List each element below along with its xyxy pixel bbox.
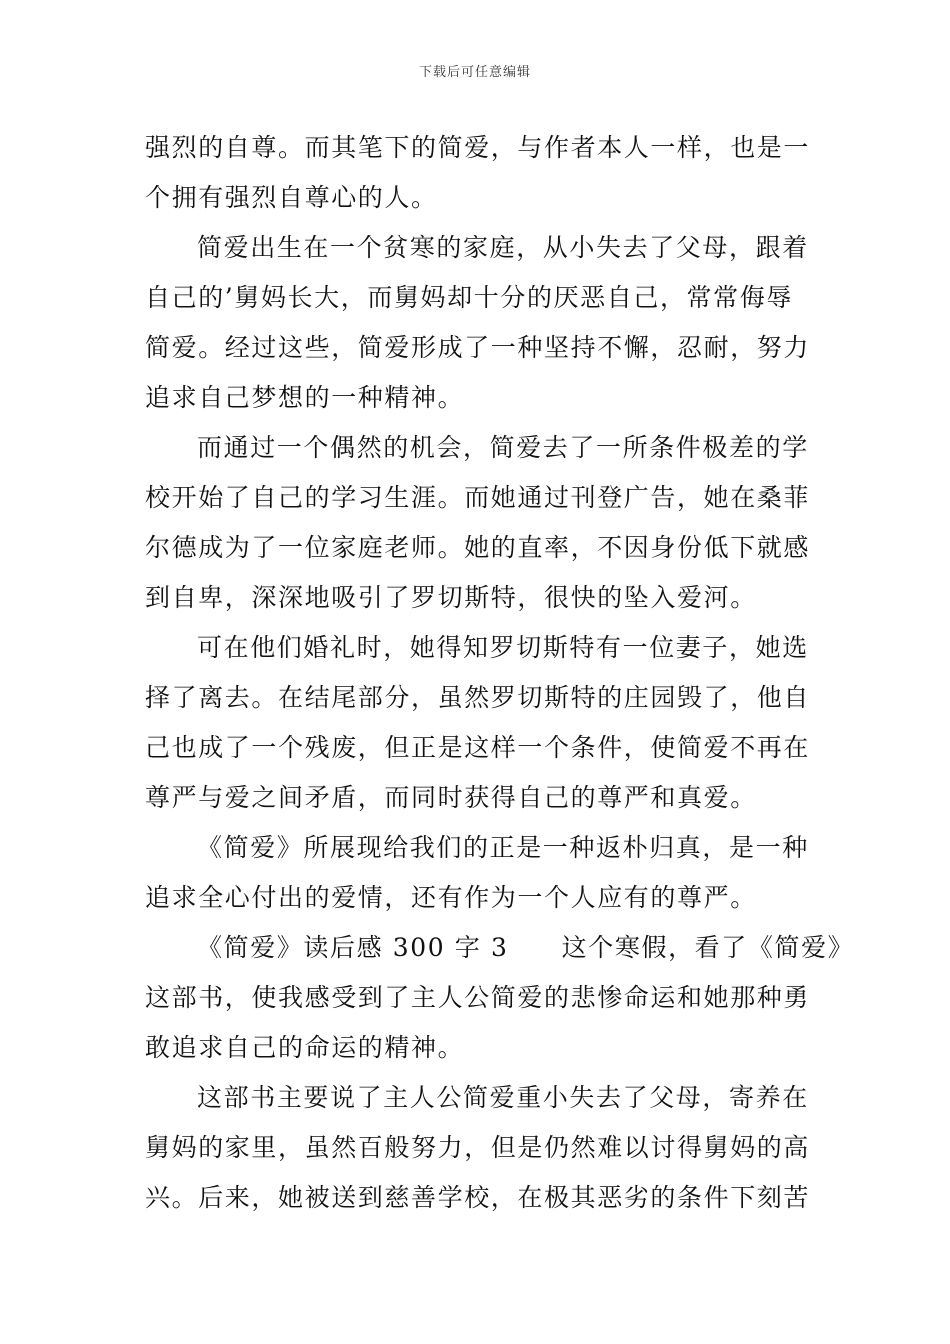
text-line: 尔德成为了一位家庭老师。她的直率，不因身份低下就感	[145, 533, 811, 562]
text-line: 校开始了自己的学习生涯。而她通过刊登广告，她在桑菲	[145, 483, 811, 512]
page-header-note: 下载后可任意编辑	[418, 65, 531, 80]
text-line: 追求自己梦想的一种精神。	[145, 383, 465, 412]
text-line: 这部书，使我感受到了主人公简爱的悲惨命运和她那种勇	[145, 983, 811, 1012]
paragraph-first-line: 而通过一个偶然的机会，简爱去了一所条件极差的学	[197, 433, 809, 462]
text-line: 追求全心付出的爱情，还有作为一个人应有的尊严。	[145, 883, 757, 912]
text-line: 舅妈的家里，虽然百般努力，但是仍然难以讨得舅妈的高	[145, 1133, 811, 1162]
text-line: 个拥有强烈自尊心的人。	[145, 183, 438, 212]
text-line: 择了离去。在结尾部分，虽然罗切斯特的庄园毁了，他自	[145, 683, 811, 712]
paragraph-first-line: 这部书主要说了主人公简爱重小失去了父母，寄养在	[197, 1083, 809, 1112]
paragraph-first-line: 《简爱》所展现给我们的正是一种返朴归真，是一种	[197, 833, 809, 862]
text-line: 简爱。经过这些，简爱形成了一种坚持不懈，忍耐，努力	[145, 333, 811, 362]
text-line: 敢追求自己的命运的精神。	[145, 1033, 465, 1062]
text-line: 强烈的自尊。而其笔下的简爱，与作者本人一样，也是一	[145, 133, 811, 162]
paragraph-first-line: 可在他们婚礼时，她得知罗切斯特有一位妻子，她选	[197, 633, 809, 662]
paragraph-first-line: 《简爱》读后感 300 字 3 这个寒假，看了《简爱》	[197, 933, 855, 962]
text-line: 到自卑，深深地吸引了罗切斯特，很快的坠入爱河。	[145, 583, 757, 612]
paragraph-first-line: 简爱出生在一个贫寒的家庭，从小失去了父母，跟着	[197, 233, 809, 262]
text-line: 尊严与爱之间矛盾，而同时获得自己的尊严和真爱。	[145, 783, 757, 812]
document-body	[145, 123, 855, 1223]
text-line: 己也成了一个残废，但正是这样一个条件，使简爱不再在	[145, 733, 811, 762]
text-line: 自己的’舅妈长大，而舅妈却十分的厌恶自己，常常侮辱	[145, 283, 793, 312]
text-line: 兴。后来，她被送到慈善学校，在极其恶劣的条件下刻苦	[145, 1183, 811, 1212]
